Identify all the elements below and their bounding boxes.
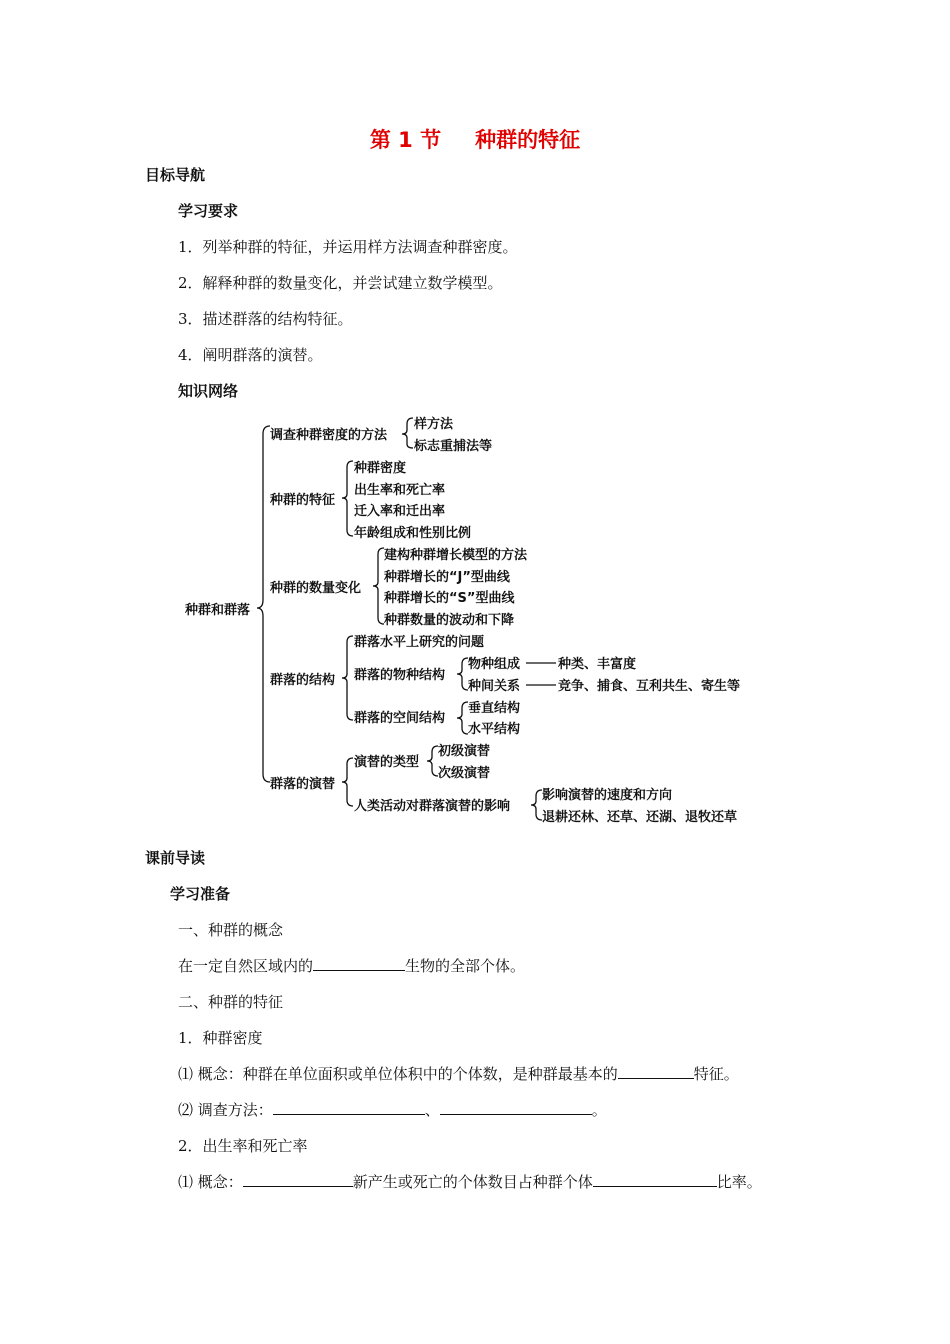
- b4-horizontal: 群落水平上研究的问题: [354, 635, 485, 650]
- b3-item-4: 种群数量的波动和下降: [384, 613, 515, 628]
- composition: 物种组成: [468, 657, 521, 672]
- b3-item-3: 种群增长的“S”型曲线: [384, 591, 515, 606]
- b4-label: 群落的结构: [270, 673, 336, 688]
- b5-label: 群落的演替: [270, 777, 336, 792]
- density-concept: ⑴ 概念：种群在单位面积或单位体积中的个体数，是种群最基本的 特征。: [178, 1065, 739, 1083]
- preview-heading: 课前导读: [145, 849, 206, 867]
- root-brace: [257, 426, 270, 782]
- population-concept-text: 在一定自然区域内的 生物的全部个体。: [178, 957, 526, 975]
- chapter-number: 第 1 节: [369, 128, 442, 152]
- b4-spatial-label: 群落的空间结构: [354, 711, 446, 726]
- b2-label: 种群的特征: [270, 493, 336, 508]
- population-concept-title: 一、种群的概念: [178, 921, 284, 939]
- requirement-3: 3．描述群落的结构特征。: [178, 310, 353, 328]
- prep-heading: 学习准备: [170, 885, 231, 903]
- human-item-1: 影响演替的速度和方向: [542, 788, 673, 803]
- fill-blank-6[interactable]: [593, 1171, 717, 1187]
- tree-root: 种群和群落: [185, 603, 251, 618]
- b2-item-1: 种群密度: [354, 461, 407, 476]
- b2-brace: [342, 461, 353, 536]
- b2-item-2: 出生率和死亡率: [354, 483, 446, 498]
- b3-item-1: 建构种群增长模型的方法: [384, 548, 528, 563]
- relation: 种间关系: [468, 679, 521, 694]
- composition-detail: 种类、丰富度: [558, 657, 637, 672]
- spatial-item-1: 垂直结构: [468, 701, 521, 716]
- learning-req-heading: 学习要求: [178, 202, 239, 220]
- types-item-2: 次级演替: [438, 766, 491, 781]
- b1-item-2: 标志重捕法等: [414, 439, 493, 454]
- b4-spatial-brace: [457, 702, 468, 734]
- types-item-1: 初级演替: [438, 744, 491, 759]
- b1-item-1: 样方法: [414, 417, 454, 432]
- fill-blank-1[interactable]: [313, 955, 405, 971]
- target-nav-heading: 目标导航: [145, 166, 206, 184]
- b4-brace: [342, 636, 353, 720]
- requirement-1: 1．列举种群的特征，并运用样方法调查种群密度。: [178, 238, 518, 256]
- birth-death-title: 2．出生率和死亡率: [178, 1137, 308, 1155]
- b5-human-brace: [531, 790, 542, 820]
- knowledge-net-heading: 知识网络: [178, 382, 239, 400]
- human-item-2: 退耕还林、还草、还湖、退牧还草: [542, 810, 738, 825]
- fill-blank-5[interactable]: [243, 1171, 353, 1187]
- requirement-4: 4．阐明群落的演替。: [178, 346, 323, 364]
- density-method: ⑵ 调查方法： 、 。: [178, 1101, 607, 1119]
- b2-item-4: 年龄组成和性别比例: [354, 526, 472, 541]
- b5-human-label: 人类活动对群落演替的影响: [354, 799, 511, 814]
- b2-item-3: 迁入率和迁出率: [354, 504, 446, 519]
- b3-brace: [373, 548, 384, 624]
- spatial-item-2: 水平结构: [468, 722, 521, 737]
- fill-blank-3[interactable]: [273, 1099, 425, 1115]
- b3-item-2: 种群增长的“J”型曲线: [384, 570, 510, 585]
- density-title: 1．种群密度: [178, 1029, 263, 1047]
- b5-brace: [342, 758, 353, 806]
- b4-species-brace: [457, 658, 468, 690]
- population-features-title: 二、种群的特征: [178, 993, 284, 1011]
- fill-blank-4[interactable]: [440, 1099, 592, 1115]
- relation-detail: 竞争、捕食、互利共生、寄生等: [558, 679, 741, 694]
- b3-label: 种群的数量变化: [270, 581, 362, 596]
- b5-types-brace: [427, 746, 438, 776]
- requirement-2: 2．解释种群的数量变化，并尝试建立数学模型。: [178, 274, 503, 292]
- b1-label: 调查种群密度的方法: [270, 428, 388, 443]
- fill-blank-2[interactable]: [618, 1063, 694, 1079]
- chapter-name: 种群的特征: [475, 128, 581, 152]
- b1-brace: [402, 418, 413, 448]
- b4-species-label: 群落的物种结构: [354, 668, 446, 683]
- birth-death-concept: ⑴ 概念： 新产生或死亡的个体数目占种群个体 比率。: [178, 1173, 762, 1191]
- b5-types-label: 演替的类型: [354, 755, 420, 770]
